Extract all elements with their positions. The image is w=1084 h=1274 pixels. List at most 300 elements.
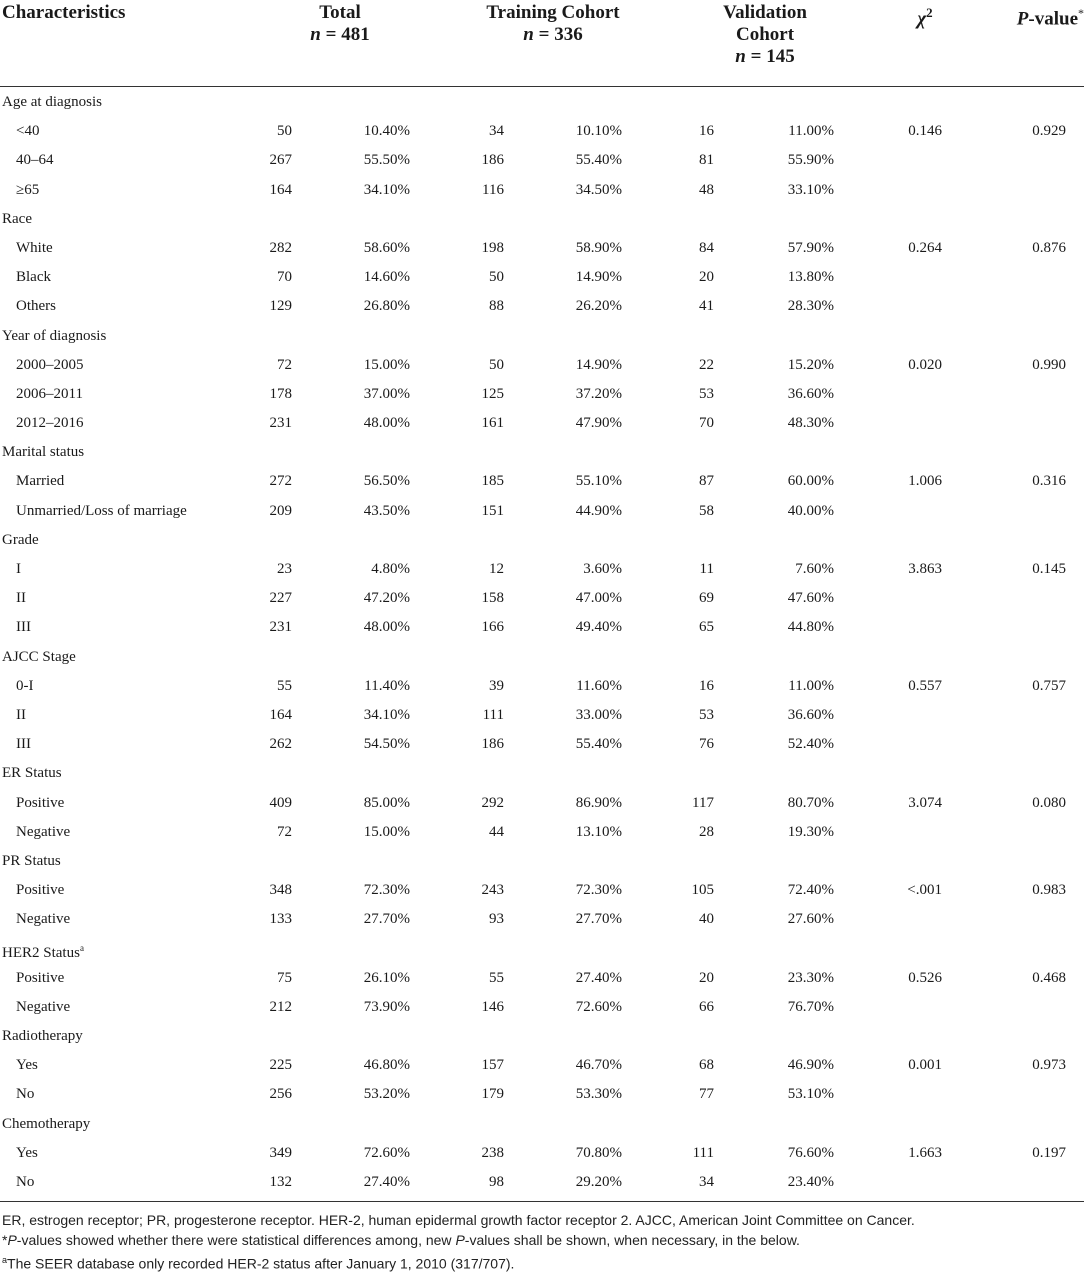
cell-chi-square: 0.264 — [908, 239, 942, 256]
cell-validation-n: 53 — [699, 706, 714, 723]
cell-total-pct: 43.50% — [363, 502, 410, 519]
table-row — [0, 876, 1084, 905]
cell-validation-pct: 76.60% — [787, 1144, 834, 1161]
cell-training-pct: 55.40% — [575, 736, 622, 753]
header-total — [300, 2, 380, 46]
cell-validation-n: 53 — [699, 385, 714, 402]
table-row — [0, 234, 1084, 263]
group-label — [2, 526, 39, 555]
cell-validation-pct: 57.90% — [787, 239, 834, 256]
footnote-seer — [2, 1250, 1082, 1274]
cell-validation-pct: 19.30% — [787, 823, 834, 840]
group-label — [2, 847, 61, 876]
cell-training-pct: 44.90% — [575, 502, 622, 519]
cell-validation-pct: 80.70% — [787, 794, 834, 811]
cell-total-n: 209 — [269, 502, 292, 519]
cell-validation-pct: 23.40% — [787, 1173, 834, 1190]
footnote-mid: -values showed whether there were statistical differences among, new — [16, 1232, 456, 1248]
table-row — [0, 789, 1084, 818]
cell-total-n: 129 — [269, 298, 292, 315]
row-label — [16, 263, 51, 292]
label-text: 2012–2016 — [16, 415, 84, 432]
row-label — [16, 292, 56, 321]
cell-validation-n: 28 — [699, 823, 714, 840]
cell-total-pct: 15.00% — [363, 356, 410, 373]
label-text: Grade — [2, 531, 39, 548]
label-text: II — [16, 706, 26, 723]
row-label — [16, 818, 70, 847]
cell-training-pct: 29.20% — [575, 1173, 622, 1190]
cell-validation-n: 40 — [699, 911, 714, 928]
cell-total-n: 262 — [269, 736, 292, 753]
cell-total-pct: 53.20% — [363, 1086, 410, 1103]
table-row — [0, 701, 1084, 730]
cell-total-n: 23 — [277, 561, 292, 577]
cell-total-n: 164 — [269, 181, 292, 198]
cell-training-pct: 72.30% — [575, 882, 622, 899]
header-p-rest: -value — [1028, 8, 1078, 30]
label-text: 0-I — [16, 677, 34, 694]
cell-total-pct: 73.90% — [363, 998, 410, 1015]
label-text: Positive — [16, 969, 65, 986]
cell-total-pct: 27.40% — [363, 1173, 410, 1190]
footnote-a-sup: a — [2, 1255, 8, 1265]
header-training — [478, 2, 628, 46]
cell-validation-pct: 55.90% — [787, 152, 834, 169]
table-row — [0, 1080, 1084, 1109]
table-row — [0, 146, 1084, 175]
cell-validation-n: 11 — [699, 561, 714, 577]
cell-total-n: 212 — [269, 998, 292, 1015]
cell-total-pct: 15.00% — [363, 823, 410, 840]
cell-p-value: 0.973 — [1032, 1057, 1066, 1074]
row-label — [16, 672, 34, 701]
cell-validation-n: 77 — [699, 1086, 714, 1103]
cell-total-n: 409 — [269, 794, 292, 811]
group-row — [0, 322, 1084, 351]
label-text: Negative — [16, 998, 71, 1015]
cell-training-n: 55 — [489, 969, 504, 986]
cell-validation-n: 22 — [699, 356, 714, 373]
header-validation — [700, 2, 830, 68]
header-validation-line1: Validation — [723, 2, 807, 23]
cell-total-pct: 14.60% — [363, 269, 410, 286]
row-label — [16, 1080, 34, 1109]
cell-validation-n: 68 — [699, 1057, 714, 1074]
cell-total-pct: 48.00% — [363, 415, 410, 432]
cell-total-n: 348 — [269, 882, 292, 899]
cell-validation-n: 48 — [699, 181, 714, 198]
cell-p-value: 0.929 — [1032, 123, 1066, 140]
cell-total-n: 50 — [277, 123, 292, 140]
cell-training-n: 158 — [481, 590, 504, 607]
cell-total-pct: 72.60% — [363, 1144, 410, 1161]
header-validation-n-value: = 145 — [745, 46, 795, 67]
cell-validation-n: 66 — [699, 998, 714, 1015]
cell-validation-n: 105 — [691, 882, 714, 899]
table-body — [0, 88, 1084, 1197]
label-text: 2006–2011 — [16, 385, 83, 402]
cell-total-pct: 56.50% — [363, 473, 410, 490]
cell-training-pct: 47.90% — [575, 415, 622, 432]
row-label — [16, 117, 39, 146]
label-text: <40 — [16, 123, 40, 140]
table-row — [0, 1139, 1084, 1168]
cell-validation-pct: 36.60% — [787, 706, 834, 723]
cell-validation-pct: 27.60% — [787, 911, 834, 928]
label-text: Age at diagnosis — [2, 94, 102, 110]
cell-training-pct: 72.60% — [575, 998, 622, 1015]
cell-training-pct: 53.30% — [575, 1086, 622, 1103]
table-header — [0, 0, 1084, 86]
row-label — [16, 584, 26, 613]
cell-validation-n: 16 — [699, 123, 714, 140]
cell-validation-n: 58 — [699, 502, 714, 519]
table-row — [0, 176, 1084, 205]
cell-p-value: 0.468 — [1032, 969, 1066, 986]
cell-validation-n: 20 — [699, 269, 714, 286]
label-text: No — [16, 1086, 35, 1103]
cell-training-pct: 49.40% — [575, 619, 622, 636]
cell-total-n: 132 — [269, 1173, 292, 1190]
label-text: No — [16, 1173, 35, 1190]
label-text: PR Status — [2, 852, 61, 869]
cell-chi-square: 0.526 — [908, 969, 942, 986]
cell-training-pct: 27.70% — [575, 911, 622, 928]
cell-validation-pct: 11.00% — [788, 677, 834, 694]
cell-training-n: 98 — [489, 1173, 504, 1190]
cell-p-value: 0.876 — [1032, 239, 1066, 256]
table-row — [0, 1051, 1084, 1080]
group-label — [2, 643, 76, 672]
table-row — [0, 263, 1084, 292]
cell-validation-n: 65 — [699, 619, 714, 636]
cell-total-n: 267 — [269, 152, 292, 169]
label-text: I — [16, 561, 21, 577]
cell-validation-n: 111 — [692, 1144, 714, 1161]
label-text: Negative — [16, 911, 71, 928]
cell-training-n: 179 — [481, 1086, 504, 1103]
label-text: ER Status — [2, 765, 62, 782]
header-rule — [0, 86, 1084, 87]
cell-total-n: 231 — [269, 619, 292, 636]
label-text: Married — [16, 473, 65, 490]
cell-training-n: 93 — [489, 911, 504, 928]
cell-training-n: 50 — [489, 269, 504, 286]
cell-total-pct: 55.50% — [363, 152, 410, 169]
cell-training-pct: 11.60% — [576, 677, 622, 694]
cell-validation-pct: 15.20% — [787, 356, 834, 373]
cell-training-n: 185 — [481, 473, 504, 490]
header-total-n — [300, 24, 380, 46]
row-label — [16, 351, 84, 380]
cell-validation-n: 70 — [699, 415, 714, 432]
group-row — [0, 526, 1084, 555]
cell-training-pct: 55.40% — [575, 152, 622, 169]
table-row — [0, 672, 1084, 701]
group-row — [0, 438, 1084, 467]
cell-total-n: 70 — [277, 269, 292, 286]
row-label — [16, 1139, 38, 1168]
label-text: III — [16, 736, 31, 753]
cell-training-pct: 47.00% — [575, 590, 622, 607]
cell-validation-n: 84 — [699, 239, 714, 256]
cell-total-n: 133 — [269, 911, 292, 928]
cell-training-n: 186 — [481, 152, 504, 169]
row-label — [16, 701, 26, 730]
cell-training-n: 88 — [489, 298, 504, 315]
label-text: Positive — [16, 794, 65, 811]
cell-total-pct: 47.20% — [363, 590, 410, 607]
cell-chi-square: 3.074 — [908, 794, 942, 811]
cell-total-pct: 34.10% — [363, 181, 410, 198]
cell-training-n: 39 — [489, 677, 504, 694]
header-validation-n-prefix: n — [735, 46, 746, 67]
table-row — [0, 818, 1084, 847]
label-text: Negative — [16, 823, 71, 840]
group-row — [0, 1022, 1084, 1051]
cell-total-n: 349 — [269, 1144, 292, 1161]
cell-training-pct: 10.10% — [575, 123, 622, 140]
row-label — [16, 555, 21, 584]
label-text: Marital status — [2, 444, 85, 461]
cell-validation-n: 81 — [699, 152, 714, 169]
label-sup: a — [79, 943, 84, 954]
footnote-star: * — [2, 1232, 8, 1248]
cell-total-n: 282 — [269, 239, 292, 256]
row-label — [16, 876, 64, 905]
row-label — [16, 467, 64, 496]
header-total-n-value: = 481 — [320, 24, 370, 45]
row-label — [16, 730, 31, 759]
footnote-abbreviations: ER, estrogen receptor; PR, progesterone receptor. HER-2, human epidermal growth factor receptor 2. AJCC, American Joint Committee on Cancer. — [2, 1212, 915, 1228]
cell-validation-n: 16 — [699, 677, 714, 694]
cell-p-value: 0.197 — [1032, 1144, 1066, 1161]
cell-total-n: 164 — [269, 706, 292, 723]
header-training-n — [478, 24, 628, 46]
table-row — [0, 117, 1084, 146]
cell-training-pct: 70.80% — [575, 1144, 622, 1161]
header-total-label: Total — [319, 2, 361, 23]
table-row — [0, 292, 1084, 321]
footnote-p1: P — [7, 1232, 17, 1248]
footnote-end: -values shall be shown, when necessary, in the below. — [464, 1232, 800, 1248]
cell-training-n: 157 — [481, 1057, 504, 1074]
cell-total-pct: 27.70% — [363, 911, 410, 928]
table-row — [0, 613, 1084, 642]
cell-validation-pct: 28.30% — [787, 298, 834, 315]
cell-validation-pct: 13.80% — [787, 269, 834, 286]
cell-validation-pct: 48.30% — [787, 415, 834, 432]
label-text: Race — [2, 210, 32, 227]
cell-validation-pct: 47.60% — [787, 590, 834, 607]
label-text: Others — [16, 298, 56, 315]
row-label — [16, 497, 187, 526]
label-text: Positive — [16, 882, 65, 899]
row-label — [16, 380, 83, 409]
cell-total-pct: 10.40% — [363, 123, 410, 140]
cell-validation-pct: 52.40% — [787, 736, 834, 753]
footnote-seer-text: The SEER database only recorded HER-2 status after January 1, 2010 (317/707). — [7, 1255, 515, 1272]
label-text: Year of diagnosis — [2, 327, 107, 344]
group-label — [2, 1110, 90, 1139]
cell-total-n: 72 — [277, 356, 292, 373]
table-row — [0, 351, 1084, 380]
row-label — [16, 613, 31, 642]
cell-training-n: 238 — [481, 1144, 504, 1161]
cell-validation-pct: 76.70% — [787, 998, 834, 1015]
cell-total-pct: 4.80% — [371, 561, 410, 577]
label-text: 2000–2005 — [16, 356, 84, 373]
cell-p-value: 0.990 — [1032, 356, 1066, 373]
label-text: HER2 Status — [2, 945, 80, 962]
header-characteristics: Characteristics — [2, 2, 126, 23]
label-text: Chemotherapy — [2, 1115, 91, 1132]
group-row — [0, 88, 1084, 117]
cell-p-value: 0.316 — [1032, 473, 1066, 490]
cell-training-pct: 26.20% — [575, 298, 622, 315]
table-row — [0, 467, 1084, 496]
table-row — [0, 993, 1084, 1022]
group-label — [2, 205, 32, 234]
header-p-italic: P — [1016, 8, 1029, 30]
cell-training-pct: 27.40% — [575, 969, 622, 986]
cell-total-pct: 34.10% — [363, 706, 410, 723]
cell-total-pct: 72.30% — [363, 882, 410, 899]
cell-training-pct: 13.10% — [575, 823, 622, 840]
cell-training-pct: 58.90% — [575, 239, 622, 256]
label-text: Unmarried/Loss of marriage — [16, 502, 187, 519]
footnote-p2: P — [455, 1232, 465, 1248]
cell-total-pct: 58.60% — [363, 239, 410, 256]
cell-training-n: 125 — [481, 385, 504, 402]
cell-chi-square: 0.001 — [908, 1057, 942, 1074]
label-text: White — [16, 239, 53, 256]
cell-validation-pct: 40.00% — [787, 502, 834, 519]
cell-validation-pct: 72.40% — [787, 882, 834, 899]
group-label — [2, 1022, 83, 1051]
cell-validation-n: 69 — [699, 590, 714, 607]
cell-total-n: 231 — [269, 415, 292, 432]
footnotes — [2, 1210, 1082, 1274]
row-label — [16, 1051, 38, 1080]
cell-validation-pct: 11.00% — [788, 123, 834, 140]
group-row — [0, 934, 1084, 963]
cell-training-n: 146 — [481, 998, 504, 1015]
cell-validation-n: 41 — [699, 298, 714, 315]
header-training-label: Training Cohort — [486, 2, 620, 23]
table-row — [0, 409, 1084, 438]
group-row — [0, 643, 1084, 672]
header-chi-symbol: χ — [917, 8, 927, 30]
cell-validation-pct: 33.10% — [787, 181, 834, 198]
cell-p-value: 0.757 — [1032, 677, 1066, 694]
cell-chi-square: 1.663 — [908, 1144, 942, 1161]
row-label — [16, 1168, 34, 1197]
label-text: AJCC Stage — [2, 648, 76, 665]
cell-validation-pct: 36.60% — [787, 385, 834, 402]
cell-total-n: 55 — [277, 677, 292, 694]
cell-validation-pct: 7.60% — [795, 561, 834, 577]
group-row — [0, 205, 1084, 234]
footnote-p-values — [2, 1230, 1082, 1250]
cell-training-pct: 55.10% — [575, 473, 622, 490]
cell-total-pct: 46.80% — [363, 1057, 410, 1074]
header-chi-square — [900, 2, 950, 30]
group-label — [2, 759, 62, 788]
cell-total-pct: 48.00% — [363, 619, 410, 636]
cell-total-n: 75 — [277, 969, 292, 986]
cell-validation-n: 34 — [699, 1173, 714, 1190]
label-text: III — [16, 619, 31, 636]
header-p-value — [1000, 2, 1084, 30]
cell-total-pct: 37.00% — [363, 385, 410, 402]
cell-total-n: 272 — [269, 473, 292, 490]
cell-training-pct: 14.90% — [575, 269, 622, 286]
header-chi-sup: 2 — [926, 5, 933, 20]
cell-training-n: 292 — [481, 794, 504, 811]
cell-validation-n: 87 — [699, 473, 714, 490]
cell-training-n: 151 — [481, 502, 504, 519]
label-text: Black — [16, 269, 51, 286]
cell-total-n: 256 — [269, 1086, 292, 1103]
footer-rule — [0, 1201, 1084, 1202]
cell-training-n: 44 — [489, 823, 504, 840]
cell-chi-square: 3.863 — [908, 561, 942, 577]
cell-p-value: 0.983 — [1032, 882, 1066, 899]
cell-validation-n: 76 — [699, 736, 714, 753]
cell-total-pct: 26.10% — [363, 969, 410, 986]
row-label — [16, 409, 84, 438]
group-row — [0, 847, 1084, 876]
cell-total-pct: 54.50% — [363, 736, 410, 753]
cell-training-pct: 14.90% — [575, 356, 622, 373]
table-row — [0, 555, 1084, 584]
cell-training-n: 50 — [489, 356, 504, 373]
cell-chi-square: <.001 — [907, 882, 942, 899]
cell-training-n: 243 — [481, 882, 504, 899]
table-row — [0, 497, 1084, 526]
cell-total-n: 72 — [277, 823, 292, 840]
cell-total-pct: 26.80% — [363, 298, 410, 315]
cell-training-n: 12 — [489, 561, 504, 577]
cell-p-value: 0.145 — [1032, 561, 1066, 577]
group-row — [0, 1110, 1084, 1139]
cell-validation-pct: 46.90% — [787, 1057, 834, 1074]
cell-training-n: 111 — [482, 706, 504, 723]
cell-training-pct: 37.20% — [575, 385, 622, 402]
cell-training-pct: 3.60% — [583, 561, 622, 577]
row-label — [16, 964, 64, 993]
cell-training-n: 161 — [481, 415, 504, 432]
cell-training-n: 116 — [482, 181, 504, 198]
cell-validation-pct: 53.10% — [787, 1086, 834, 1103]
row-label — [16, 993, 70, 1022]
label-text: 40–64 — [16, 152, 54, 169]
header-p-sup: * — [1078, 6, 1084, 20]
label-text: Yes — [16, 1144, 38, 1161]
cell-p-value: 0.080 — [1032, 794, 1066, 811]
table-row — [0, 1168, 1084, 1197]
cell-training-n: 34 — [489, 123, 504, 140]
cell-total-pct: 85.00% — [363, 794, 410, 811]
header-validation-line2: Cohort — [735, 24, 795, 45]
cell-training-pct: 86.90% — [575, 794, 622, 811]
cell-training-n: 186 — [481, 736, 504, 753]
table-row — [0, 905, 1084, 934]
header-validation-n — [700, 46, 830, 68]
cell-total-n: 225 — [269, 1057, 292, 1074]
